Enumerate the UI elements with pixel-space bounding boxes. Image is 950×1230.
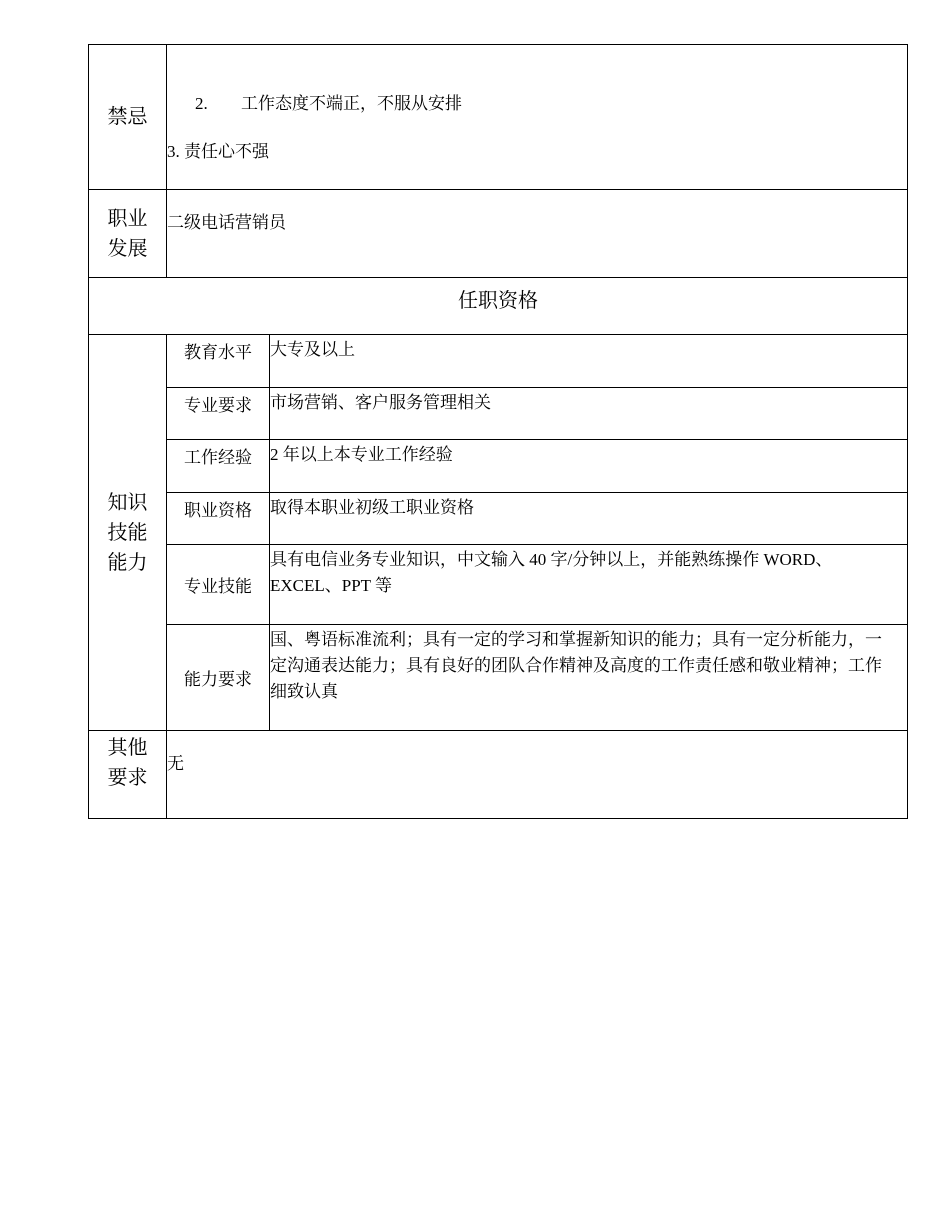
qualification-row xyxy=(89,388,908,440)
work-experience-value: 2 年以上本专业工作经验 xyxy=(270,440,908,493)
career-row xyxy=(89,190,908,278)
job-description-table xyxy=(88,44,908,819)
other-requirements-label: 其他 要求 xyxy=(89,731,167,819)
taboo-item-2: 2. 工作态度不端正，不服从安排 xyxy=(195,94,462,113)
qualifications-label: 知识 技能 能力 xyxy=(89,335,167,731)
taboo-row xyxy=(89,45,908,190)
ability-requirement-value: 国、粤语标准流利；具有一定的学习和掌握新知识的能力；具有一定分析能力，一定沟通表达能力；具有良好的团队合作精神及高度的工作责任感和敬业精神；工作细致认真 xyxy=(270,625,908,731)
taboo-content xyxy=(167,45,908,190)
qualification-row xyxy=(89,335,908,388)
other-requirements-row xyxy=(89,731,908,819)
professional-skills-label: 专业技能 xyxy=(167,545,270,625)
professional-skills-value: 具有电信业务专业知识，中文输入 40 字/分钟以上，并能熟练操作 WORD、EXCEL、PPT 等 xyxy=(270,545,908,625)
career-value: 二级电话营销员 xyxy=(167,190,908,278)
qualifications-header-row xyxy=(89,278,908,335)
education-value: 大专及以上 xyxy=(270,335,908,388)
work-experience-label: 工作经验 xyxy=(167,440,270,493)
ability-requirement-label: 能力要求 xyxy=(167,625,270,731)
education-label: 教育水平 xyxy=(167,335,270,388)
other-requirements-value: 无 xyxy=(167,731,908,819)
qualifications-header: 任职资格 xyxy=(89,278,908,335)
qualification-row xyxy=(89,493,908,545)
professional-qualification-value: 取得本职业初级工职业资格 xyxy=(270,493,908,545)
qualification-row xyxy=(89,440,908,493)
taboo-label: 禁忌 xyxy=(89,45,167,190)
qualification-row xyxy=(89,545,908,625)
major-requirement-value: 市场营销、客户服务管理相关 xyxy=(270,388,908,440)
taboo-item-3: 3. 责任心不强 xyxy=(167,142,269,161)
professional-qualification-label: 职业资格 xyxy=(167,493,270,545)
qualification-row xyxy=(89,625,908,731)
career-label: 职业 发展 xyxy=(89,190,167,278)
major-requirement-label: 专业要求 xyxy=(167,388,270,440)
